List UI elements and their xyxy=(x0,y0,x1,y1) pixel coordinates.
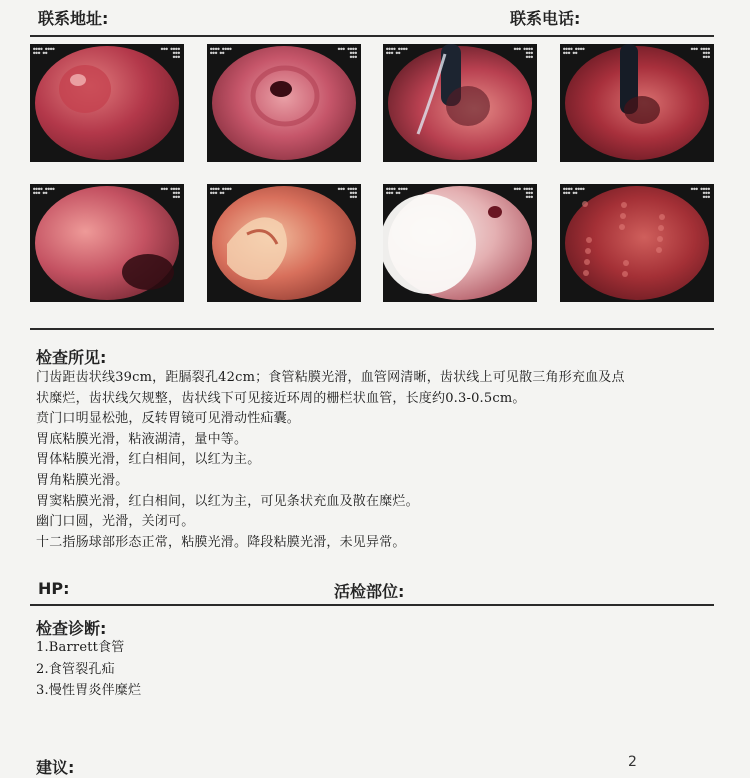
findings-line: 十二指肠球部形态正常，粘膜光滑。降段粘膜光滑，未见异常。 xyxy=(36,534,406,550)
endoscopy-image-5 xyxy=(30,184,184,302)
contact-address-label: 联系地址: xyxy=(38,9,109,28)
image-metadata: ●●●● ●●●● ●●● ●● xyxy=(210,46,232,55)
header-divider xyxy=(30,35,714,37)
endoscopy-image-3 xyxy=(383,44,537,162)
biopsy-site-label: 活检部位: xyxy=(334,582,405,601)
hp-label: HP: xyxy=(38,579,70,598)
image-metadata: ●●●● ●●●● ●●● ●● xyxy=(33,186,55,195)
diagnosis-item: 1.Barrett食管 xyxy=(36,640,125,655)
image-metadata: ●●●● ●●●● ●●● ●● xyxy=(563,186,585,195)
image-metadata: ●●●● ●●●● ●●● ●● xyxy=(386,186,408,195)
image-metadata: ●●● ●●●● ●●● ●●● xyxy=(160,186,180,199)
endoscopy-image-4 xyxy=(560,44,714,162)
advice-label: 建议: xyxy=(36,758,75,777)
image-metadata: ●●● ●●●● ●●● ●●● xyxy=(337,46,357,59)
image-metadata: ●●● ●●●● ●●● ●●● xyxy=(690,46,710,59)
diagnosis-item: 2.食管裂孔疝 xyxy=(36,661,115,677)
findings-line: 胃角粘膜光滑。 xyxy=(36,473,129,488)
page-mark: 2 xyxy=(628,754,637,770)
image-metadata: ●●● ●●●● ●●● ●●● xyxy=(690,186,710,199)
findings-line: 胃窦粘膜光滑，红白相间，以红为主，可见条状充血及散在糜烂。 xyxy=(36,493,419,509)
image-metadata: ●●● ●●●● ●●● ●●● xyxy=(160,46,180,59)
diagnosis-item: 3.慢性胃炎伴糜烂 xyxy=(36,683,142,698)
findings-line: 胃底粘膜光滑，粘液湖清，量中等。 xyxy=(36,431,248,447)
diagnosis-title: 检查诊断: xyxy=(36,619,107,638)
endoscopy-image-2 xyxy=(207,44,361,162)
image-metadata: ●●●● ●●●● ●●● ●● xyxy=(386,46,408,55)
findings-line: 幽门口圆，光滑，关闭可。 xyxy=(36,514,195,530)
image-metadata: ●●●● ●●●● ●●● ●● xyxy=(210,186,232,195)
image-metadata: ●●●● ●●●● ●●● ●● xyxy=(33,46,55,55)
hp-divider xyxy=(30,604,714,606)
findings-title: 检查所见: xyxy=(36,348,107,367)
endoscopy-image-8 xyxy=(560,184,714,302)
findings-line: 胃体粘膜光滑，红白相间，以红为主。 xyxy=(36,452,261,468)
endoscopy-image-7 xyxy=(383,184,537,302)
endoscopy-image-1 xyxy=(30,44,184,162)
image-metadata: ●●● ●●●● ●●● ●●● xyxy=(337,186,357,199)
findings-line: 状糜烂，齿状线欠规整，齿状线下可见接近环周的栅栏状血管，长度约0.3-0.5cm。 xyxy=(36,390,526,406)
image-metadata: ●●● ●●●● ●●● ●●● xyxy=(513,46,533,59)
images-divider xyxy=(30,328,714,330)
image-metadata: ●●● ●●●● ●●● ●●● xyxy=(513,186,533,199)
contact-phone-label: 联系电话: xyxy=(510,9,581,28)
findings-line: 贲门口明显松弛，反转胃镜可见滑动性疝囊。 xyxy=(36,411,301,427)
findings-line: 门齿距齿状线39cm，距膈裂孔42cm；食管粘膜光滑，血管网清晰，齿状线上可见散三角形充血及点 xyxy=(36,370,625,385)
image-metadata: ●●●● ●●●● ●●● ●● xyxy=(563,46,585,55)
endoscopy-image-6 xyxy=(207,184,361,302)
